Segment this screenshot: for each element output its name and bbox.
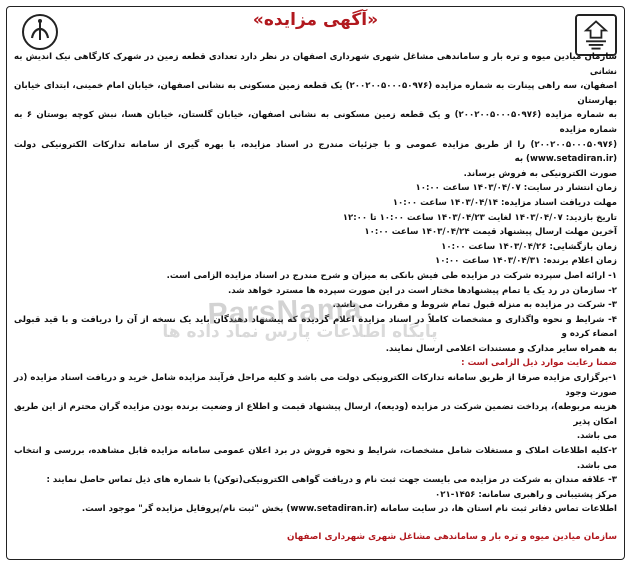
publish-date: زمان انتشار در سایت: ۱۴۰۳/۰۴/۰۷ ساعت ۱۰:۰۰ <box>415 183 617 194</box>
intro-line: (۲۰۰۲۰۰۵۰۰۰۵۰۹۷۶) را از طریق مزایده عمومی و با جزئیات مندرج در اسناد مزایده، با بهره گیری از سامانه تدارکات الکترونیکی دولت (www.setadiran.ir) به <box>14 139 617 165</box>
term-item: ۱- ارائه اصل سپرده شرکت در مزایده طی فیش بانکی به میزان و شرح مندرج در اسناد مزایده الزامی است. <box>166 270 617 281</box>
term-item: ۳- شرکت در مزایده به منزله قبول تمام شروط و مقررات می باشد. <box>332 300 617 311</box>
note-item: ۱-برگزاری مزایده صرفا از طریق سامانه تدارکات الکترونیکی دولت می باشد و کلیه مراحل فرآیند مزایده شامل خرید و دریافت اسناد مزایده (در صورت وجود <box>14 373 617 398</box>
opening-date: زمان بازگشایی: ۱۴۰۳/۰۴/۲۶ ساعت ۱۰:۰۰ <box>441 241 617 252</box>
intro-line: سازمان میادین میوه و تره بار و ساماندهی مشاغل شهری شهرداری اصفهان در نظر دارد تعدادی قطعه زمین در شهرک کارگاهی نیک اندیش به نشانی <box>14 52 617 77</box>
registration-offices-info: اطلاعات تماس دفاتر ثبت نام استان ها، در سایت سامانه (www.setadiran.ir) بخش "ثبت نام/پروفایل مزایده گر" موجود است. <box>81 504 617 515</box>
term-item: به همراه سایر مدارک و مستندات اعلامی ارسال نمایند. <box>385 343 617 354</box>
intro-paragraph <box>14 50 617 181</box>
note-item: ۳- علاقه مندان به شرکت در مزایده می بایست جهت ثبت نام و دریافت گواهی الکترونیکی(توکن) با شماره های ذیل تماس حاصل نمایند : <box>46 475 617 486</box>
winner-announcement-date: زمان اعلام برنده: ۱۴۰۳/۰۴/۳۱ ساعت ۱۰:۰۰ <box>434 256 617 267</box>
watermark-brand: ParsNama <box>207 292 363 331</box>
note-item: می باشد. <box>576 431 617 442</box>
notes-section <box>14 356 617 517</box>
support-center: مرکز پشتیبانی و راهبری سامانه: ۱۴۵۶-۰۲۱ <box>435 489 617 500</box>
watermark-subtitle: پایگاه اطلاعات پارس نماد داده ها <box>162 322 438 342</box>
dates-block <box>14 181 617 269</box>
intro-line: صورت الکترونیکی به فروش برساند. <box>463 168 617 179</box>
bid-deadline: آخرین مهلت ارسال پیشنهاد قیمت ۱۴۰۳/۰۴/۲۴ ساعت ۱۰:۰۰ <box>364 227 617 238</box>
intro-line: اصفهان، سه راهی پینارت به شماره مزایده (۲۰۰۲۰۰۵۰۰۰۵۰۹۷۶) یک قطعه زمین مسکونی به نشانی اصفهان، خیابان امام خمینی، ابتدای خیابان بهارستان <box>14 81 617 106</box>
note-item: هزینه مربوطه)، پرداخت تضمین شرکت در مزایده (ودیعه)، ارسال پیشنهاد قیمت و اطلاع از وضعیت برنده بودن مزایده گران محترم از این طریق امکان پذیر <box>14 402 617 427</box>
terms-list <box>14 269 617 357</box>
notice-body <box>14 50 617 517</box>
term-item: ۲- سازمان در رد یک یا تمام پیشنهادها مختار است در این صورت سپرده ها مسترد خواهد شد. <box>227 285 617 296</box>
note-item: ۲-کلیه اطلاعات املاک و مستغلات شامل مشخصات، شرایط و نحوه فروش در برد اعلان عمومی سامانه مزایده قابل مشاهده، بررسی و انتخاب می باشد. <box>14 446 617 471</box>
visit-date: تاریخ بازدید: ۱۴۰۳/۰۴/۰۷ لغایت ۱۴۰۳/۰۴/۲۳ ساعت ۱۰:۰۰ تا ۱۲:۰۰ <box>342 212 617 223</box>
documents-deadline: مهلت دریافت اسناد مزایده: ۱۴۰۳/۰۴/۱۴ ساعت ۱۰:۰۰ <box>392 197 617 208</box>
term-item: ۴- شرایط و نحوه واگذاری و مشخصات کاملاً در اسناد مزایده اعلام گردیده که پیشنهاد دهندگان باید یک نسخه از آن را دریافت و با قید قبولی امضاء کرده و <box>14 314 617 340</box>
organization-logo-icon <box>20 12 60 52</box>
notes-heading: ضمنا رعایت موارد ذیل الزامی است : <box>461 358 617 369</box>
page-title: «آگهی مزایده» <box>252 10 379 30</box>
footer-organization: سازمان میادین میوه و تره بار و ساماندهی مشاغل شهری شهرداری اصفهان <box>286 532 617 542</box>
intro-line: به شماره مزایده (۲۰۰۲۰۰۵۰۰۰۵۰۹۷۶) و یک قطعه زمین مسکونی به نشانی اصفهان، خیابان گلستان، خیابان هسا، نبش کوچه بوستان ۶ به شماره مزایده <box>14 110 617 135</box>
